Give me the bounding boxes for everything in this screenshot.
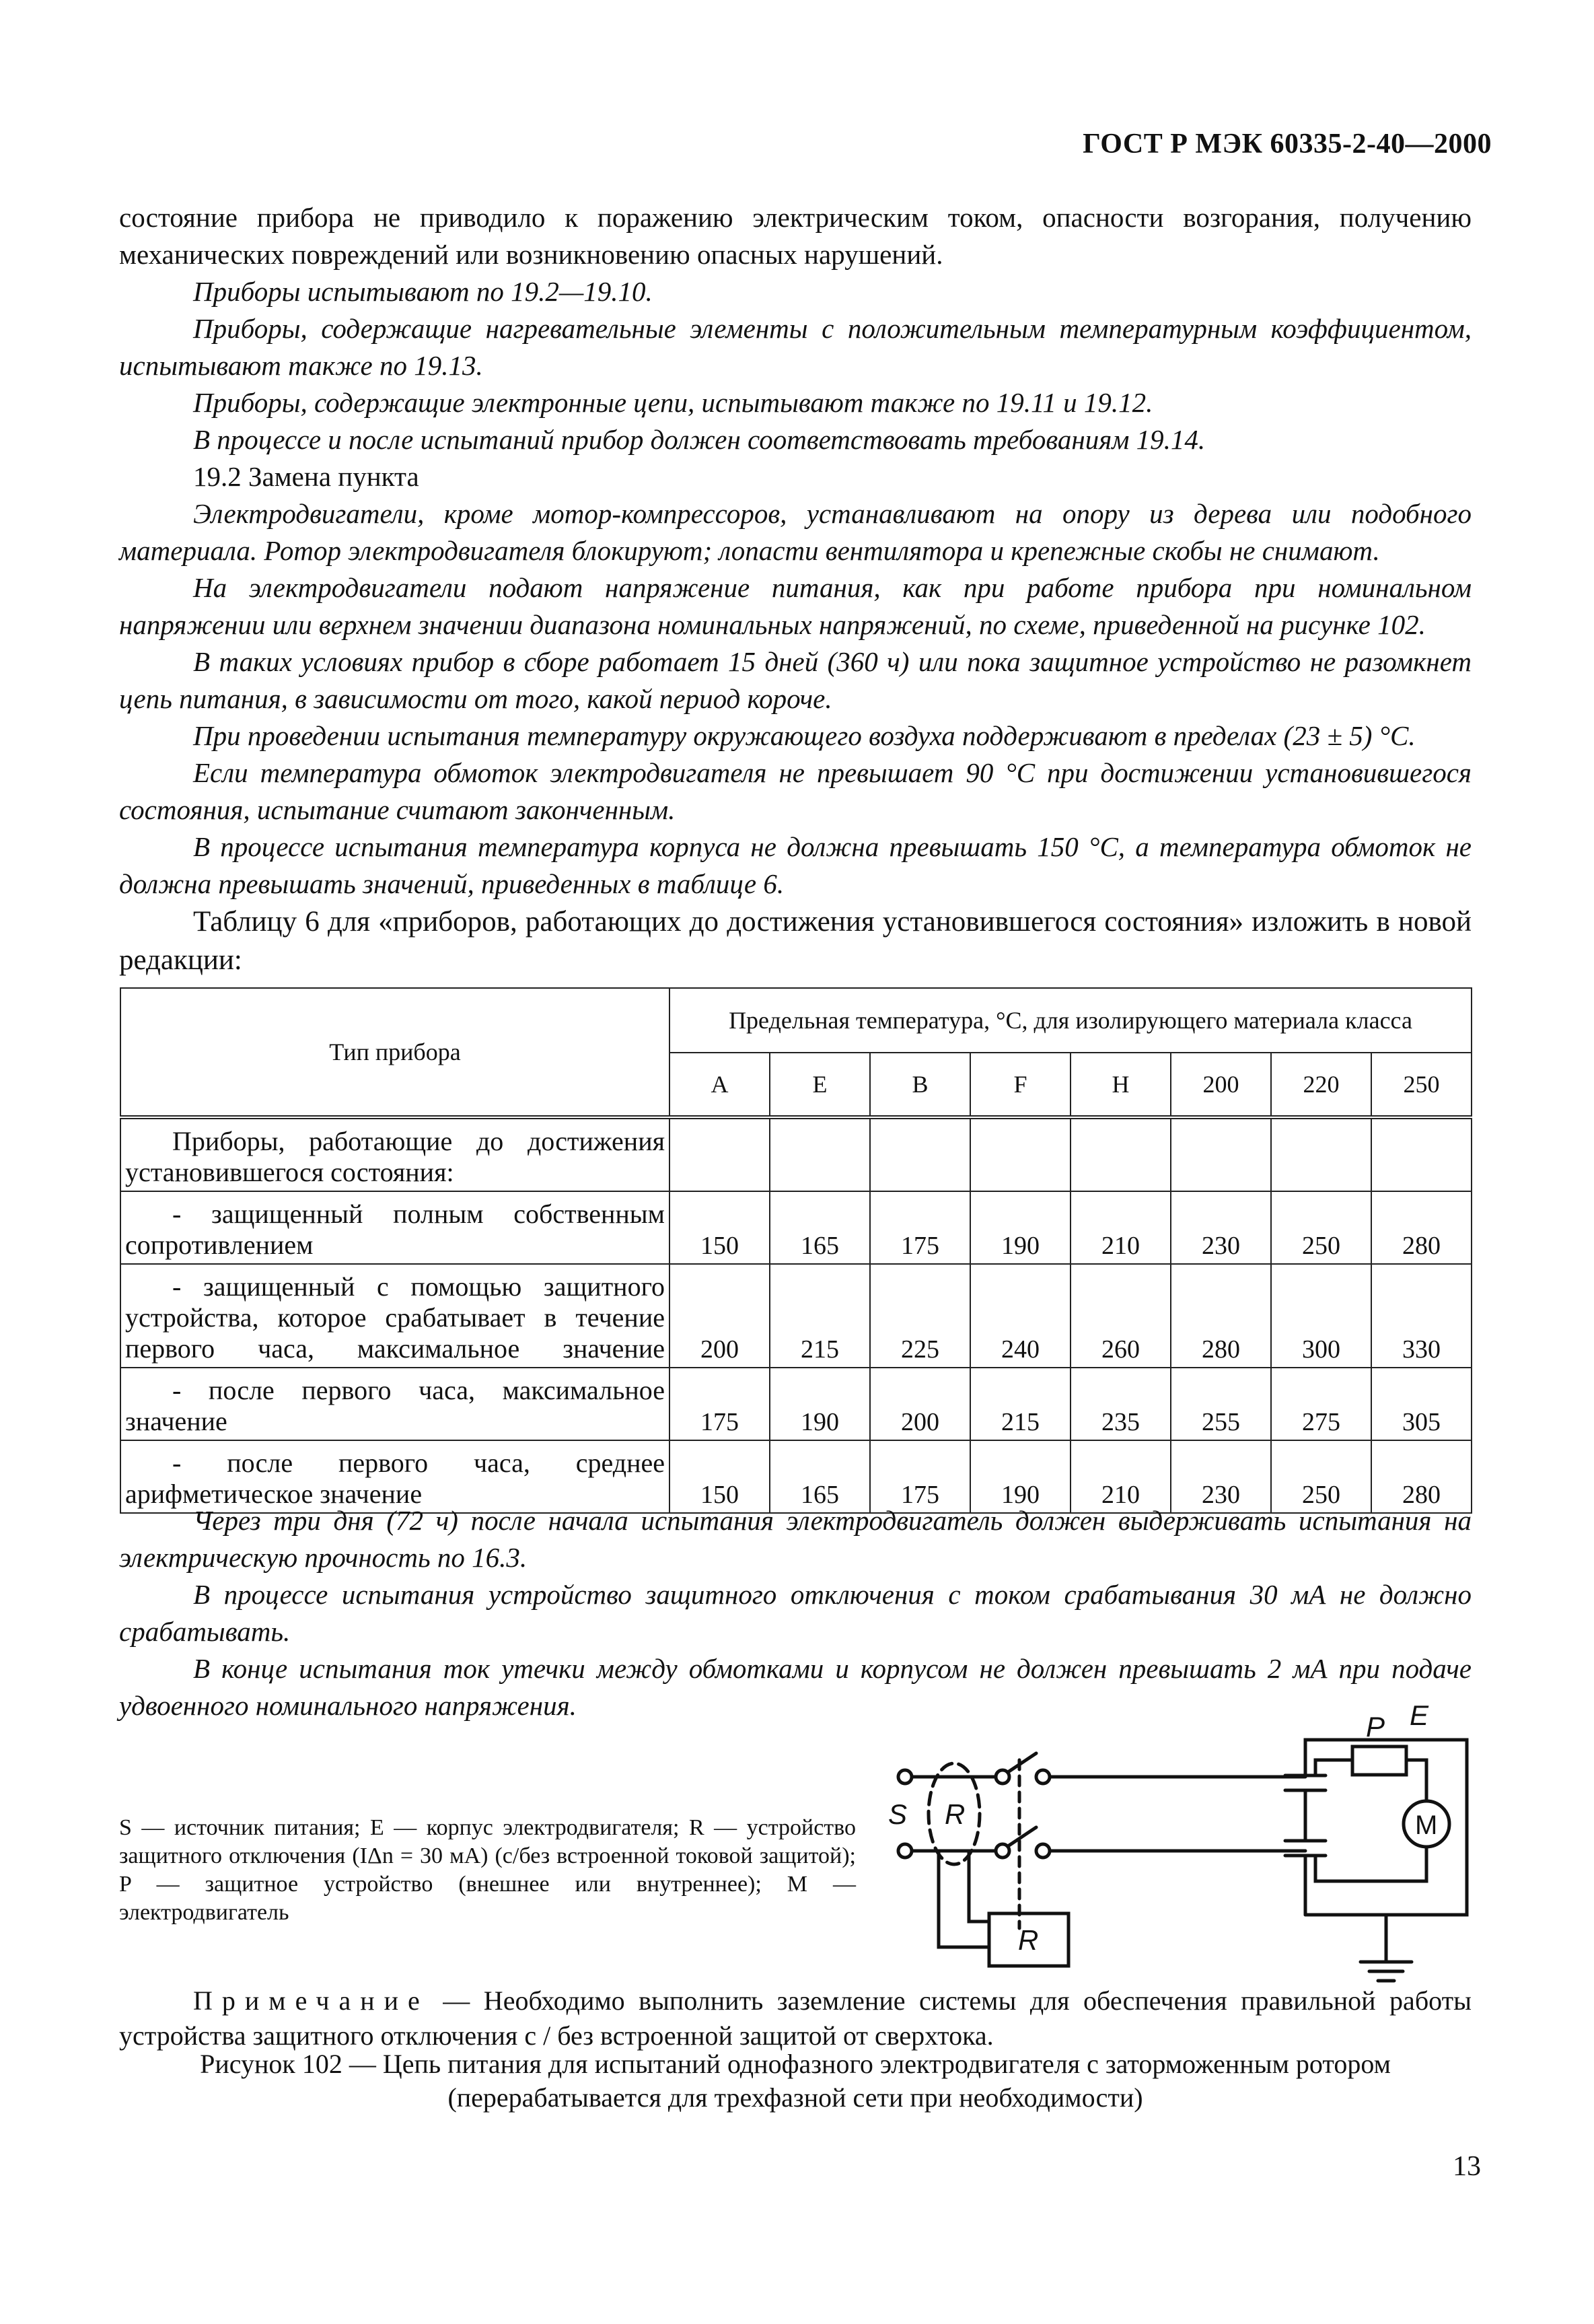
row-label: - защищенный с помощью защитного устройства, которое срабатывает в течение первого часа, максимальное значение bbox=[120, 1264, 669, 1368]
paragraph: Через три дня (72 ч) после начала испытания электродвигатель должен выдерживать испытания на электрическую прочность по 16.3. bbox=[119, 1505, 1472, 1573]
table-cell: 280 bbox=[1171, 1264, 1271, 1368]
paragraph: В процессе испытания температура корпуса не должна превышать 150 °С, а температура обмоток не должна превышать значений, приведенных в таблице 6. bbox=[119, 831, 1472, 899]
table-cell: 165 bbox=[770, 1191, 870, 1264]
section-heading: 19.2 Замена пункта bbox=[193, 461, 419, 492]
paragraph: В процессе и после испытаний прибор должен соответствовать требованиям 19.14. bbox=[193, 424, 1206, 455]
wire bbox=[939, 1851, 989, 1947]
protective-device bbox=[1352, 1747, 1406, 1775]
paragraph: Приборы, содержащие электронные цепи, испытывают также по 19.11 и 19.12. bbox=[193, 387, 1153, 418]
col-header-type: Тип прибора bbox=[120, 988, 669, 1117]
table-cell: 200 bbox=[870, 1368, 970, 1440]
wire bbox=[969, 1851, 989, 1922]
intro-text bbox=[119, 199, 1472, 979]
table-cell: 305 bbox=[1371, 1368, 1472, 1440]
paragraph: Таблицу 6 для «приборов, работающих до достижения установившегося состояния» изложить в новой редакции: bbox=[119, 906, 1472, 976]
paragraph: Электродвигатели, кроме мотор-компрессоров, устанавливают на опору из дерева или подобного материала. Ротор электродвигателя блокируют; лопасти вентилятора и крепежные скобы не снимают. bbox=[119, 498, 1472, 566]
table-cell: 150 bbox=[669, 1191, 770, 1264]
paragraph: В конце испытания ток утечки между обмотками и корпусом не должен превышать 2 мА при подаче удвоенного номинального напряжения. bbox=[119, 1653, 1472, 1721]
note-text: — Необходимо выполнить заземление системы для обеспечения правильной работы устройства защитного отключения с / без встроенной защитой от сверхтока. bbox=[119, 1985, 1472, 2051]
wire bbox=[1315, 1847, 1426, 1881]
table-cell: 200 bbox=[669, 1264, 770, 1368]
table-cell: 215 bbox=[770, 1264, 870, 1368]
label-p: P bbox=[1366, 1711, 1385, 1742]
standard-header: ГОСТ Р МЭК 60335-2-40—2000 bbox=[1083, 129, 1492, 160]
table-cell: 165 bbox=[770, 1440, 870, 1513]
paragraph: В процессе испытания устройство защитного отключения с током срабатывания 30 мА не должно срабатывать. bbox=[119, 1579, 1472, 1647]
table-cell: 210 bbox=[1071, 1440, 1171, 1513]
label-r-sensor: R bbox=[945, 1798, 966, 1830]
table-cell: 230 bbox=[1171, 1440, 1271, 1513]
label-s: S bbox=[888, 1798, 908, 1830]
circuit-schematic bbox=[875, 1686, 1494, 1996]
table-cell: 175 bbox=[669, 1368, 770, 1440]
label-r-box: R bbox=[1018, 1924, 1039, 1956]
terminal bbox=[898, 1770, 912, 1784]
col-header-class: B bbox=[870, 1053, 970, 1117]
paragraph: При проведении испытания температуру окружающего воздуха поддерживают в пределах (23 ± 5) °С. bbox=[193, 720, 1416, 751]
wire bbox=[1406, 1760, 1426, 1799]
table-row bbox=[120, 1368, 1472, 1440]
table-cell: 190 bbox=[770, 1368, 870, 1440]
table-cell: 215 bbox=[970, 1368, 1071, 1440]
table-cell: 250 bbox=[1271, 1191, 1371, 1264]
col-header-class: 200 bbox=[1171, 1053, 1271, 1117]
note-prefix: Примечание bbox=[193, 1985, 429, 2016]
table-row bbox=[120, 1117, 1472, 1191]
col-header-class: H bbox=[1071, 1053, 1171, 1117]
figure-legend: S — источник питания; E — корпус электродвигателя; R — устройство защитного отключения (IΔn = 30 мА) (с/без встроенной токовой защитой); P — защитное устройство (внешнее или внутреннее); M — электродвигатель bbox=[119, 1815, 856, 1925]
table-cell: 260 bbox=[1071, 1264, 1171, 1368]
figure-note bbox=[119, 1983, 1472, 2053]
table-row bbox=[120, 1264, 1472, 1368]
table-cell: 275 bbox=[1271, 1368, 1371, 1440]
switch-contact bbox=[1036, 1844, 1050, 1858]
table-cell: 255 bbox=[1171, 1368, 1271, 1440]
table-cell: 235 bbox=[1071, 1368, 1171, 1440]
section-label: Приборы, работающие до достижения установившегося состояния: bbox=[120, 1117, 669, 1191]
table-cell: 280 bbox=[1371, 1440, 1472, 1513]
table-cell: 175 bbox=[870, 1191, 970, 1264]
table-cell: 330 bbox=[1371, 1264, 1472, 1368]
row-label: - после первого часа, максимальное значение bbox=[120, 1368, 669, 1440]
table-cell: 225 bbox=[870, 1264, 970, 1368]
row-label: - защищенный полным собственным сопротивлением bbox=[120, 1191, 669, 1264]
paragraph: На электродвигатели подают напряжение питания, как при работе прибора при номинальном напряжении или верхнем значении диапазона номинальных напряжений, по схеме, приведенной на рисунке 102. bbox=[119, 572, 1472, 640]
table-cell: 240 bbox=[970, 1264, 1071, 1368]
col-header-class: A bbox=[669, 1053, 770, 1117]
col-header-class: 250 bbox=[1371, 1053, 1472, 1117]
paragraph: состояние прибора не приводило к поражению электрическим током, опасности возгорания, получению механических повреждений или возникновению опасных нарушений. bbox=[119, 202, 1472, 270]
switch-blade bbox=[1008, 1753, 1036, 1772]
paragraph: Приборы испытывают по 19.2—19.10. bbox=[193, 276, 653, 307]
terminal bbox=[898, 1844, 912, 1858]
page-number: 13 bbox=[1453, 2151, 1481, 2182]
motor-enclosure bbox=[1305, 1740, 1467, 1915]
temperature-table bbox=[120, 987, 1472, 1514]
caption-line: (перерабатывается для трехфазной сети при необходимости) bbox=[447, 2082, 1143, 2113]
switch-blade bbox=[1008, 1827, 1036, 1846]
col-header-class: E bbox=[770, 1053, 870, 1117]
table-6 bbox=[120, 987, 1472, 1514]
row-label: - после первого часа, среднее арифметическое значение bbox=[120, 1440, 669, 1513]
caption-line: Рисунок 102 — Цепь питания для испытаний однофазного электродвигателя с заторможенным ротором bbox=[200, 2049, 1391, 2079]
switch-contact bbox=[1036, 1770, 1050, 1784]
col-header-class: F bbox=[970, 1053, 1071, 1117]
wire bbox=[1315, 1760, 1352, 1775]
table-cell: 210 bbox=[1071, 1191, 1171, 1264]
table-cell: 150 bbox=[669, 1440, 770, 1513]
table-cell: 175 bbox=[870, 1440, 970, 1513]
col-header-group: Предельная температура, °С, для изолирующего материала класса bbox=[669, 988, 1472, 1053]
table-row bbox=[120, 1191, 1472, 1264]
figure-caption bbox=[119, 2047, 1472, 2115]
table-cell: 250 bbox=[1271, 1440, 1371, 1513]
table-cell: 190 bbox=[970, 1191, 1071, 1264]
paragraph: Если температура обмоток электродвигателя не превышает 90 °С при достижении установившегося состояния, испытание считают законченным. bbox=[119, 757, 1472, 825]
label-m: M bbox=[1415, 1810, 1438, 1840]
paragraph: В таких условиях прибор в сборе работает 15 дней (360 ч) или пока защитное устройство не разомкнет цепь питания, в зависимости от того, какой период короче. bbox=[119, 646, 1472, 714]
table-cell: 230 bbox=[1171, 1191, 1271, 1264]
table-cell: 280 bbox=[1371, 1191, 1472, 1264]
table-cell: 190 bbox=[970, 1440, 1071, 1513]
col-header-class: 220 bbox=[1271, 1053, 1371, 1117]
table-cell: 300 bbox=[1271, 1264, 1371, 1368]
label-e: E bbox=[1410, 1699, 1429, 1731]
paragraph: Приборы, содержащие нагревательные элементы с положительным температурным коэффициентом, испытывают также по 19.13. bbox=[119, 313, 1472, 381]
